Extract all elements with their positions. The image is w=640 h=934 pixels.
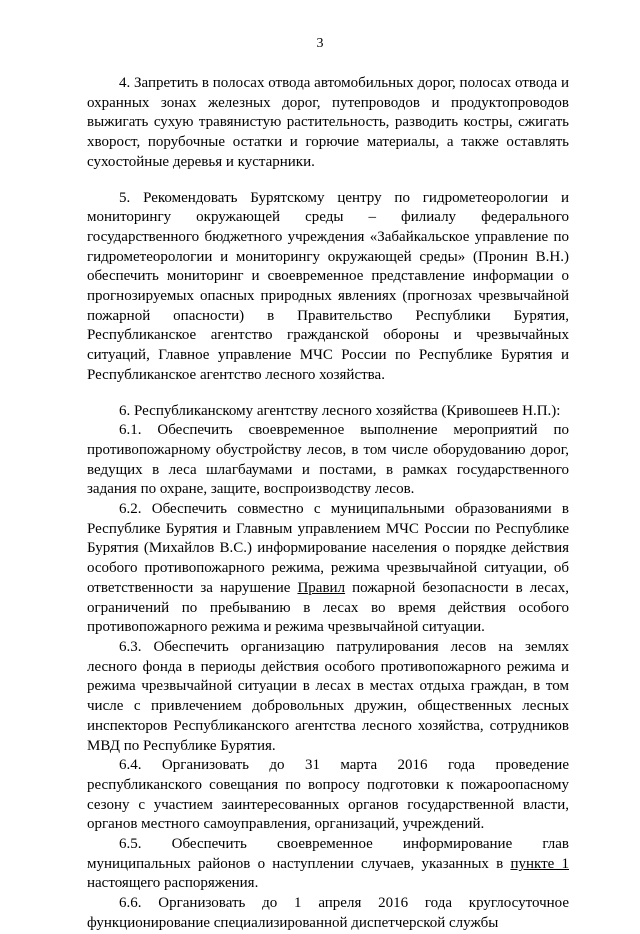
paragraph-6-5-text-start: 6.5. Обеспечить своевременное информирование глав муниципальных районов о наступлении случаев, указанных в (87, 836, 569, 872)
paragraph-6-2-text-start: 6.2. Обеспечить совместно с муниципальными образованиями в Республике Бурятия и Главным управлением МЧС России по Республике Бурятия (Михайлов В.С.) информирование населения о порядке действия особого противопожарного режима, режима чрезвычайной ситуации, об ответственности за нарушение (87, 501, 569, 596)
clause-1-link[interactable]: пункте 1 (510, 855, 570, 872)
rules-link[interactable]: Правил (297, 579, 346, 596)
paragraph-6-1: 6.1. Обеспечить своевременное выполнение мероприятий по противопожарному обустройству лесов, в том числе оборудованию дорог, ведущих в леса шлагбаумами и постами, в рамках государственного задания по охране, защите, воспроизводству лесов. (87, 422, 569, 498)
paragraph-6-5 (87, 835, 569, 894)
paragraph-5: 5. Рекомендовать Бурятскому центру по гидрометеорологии и мониторингу окружающей среды – филиалу федерального государственного бюджетного учреждения «Забайкальское управление по гидрометеорологии и мониторингу окружающей среды» (Пронин В.Н.) обеспечить мониторинг и своевременное представление информации о прогнозируемых опасных природных явлениях (прогнозах чрезвычайной пожарной опасности) в Правительство Республики Бурятия, Республиканское агентство гражданской обороны и чрезвычайных ситуаций, Главное управление МЧС России по Республике Бурятия и Республиканское агентство лесного хозяйства. (87, 189, 569, 383)
page-number: 3 (316, 36, 324, 51)
document-body (87, 74, 569, 934)
paragraph-4: 4. Запретить в полосах отвода автомобильных дорог, полосах отвода и охранных зонах железных дорог, путепроводов и продуктопроводов выжигать сухую травянистую растительность, разводить костры, сжигать хворост, порубочные остатки и горючие материалы, а также оставлять сухостойные деревья и кустарники. (87, 75, 569, 170)
paragraph-6-2-text-end: пожарной безопасности в лесах, ограничений по пребыванию в лесах во время действия особого противопожарного режима и режима чрезвычайной ситуации. (87, 579, 569, 636)
paragraph-6-5-text-end: настоящего распоряжения. (87, 875, 259, 892)
paragraph-6-4: 6.4. Организовать до 31 марта 2016 года проведение республиканского совещания по вопросу подготовки к пожароопасному сезону с участием заинтересованных органов государственной власти, органов местного самоуправления, организаций, учреждений. (87, 757, 569, 833)
paragraph-6-6: 6.6. Организовать до 1 апреля 2016 года круглосуточное функционирование специализированной диспетчерской службы (87, 895, 569, 931)
paragraph-6: 6. Республиканскому агентству лесного хозяйства (Кривошеев Н.П.): (119, 402, 561, 419)
paragraph-6-3: 6.3. Обеспечить организацию патрулирования лесов на землях лесного фонда в периоды действия особого противопожарного режима и режима чрезвычайной ситуации в лесах в местах отдыха граждан, в том числе с привлечением добровольных дружин, общественных лесных инспекторов Республиканского агентства лесного хозяйства, сотрудников МВД по Республике Бурятия. (87, 638, 569, 754)
paragraph-6-2 (87, 500, 569, 638)
